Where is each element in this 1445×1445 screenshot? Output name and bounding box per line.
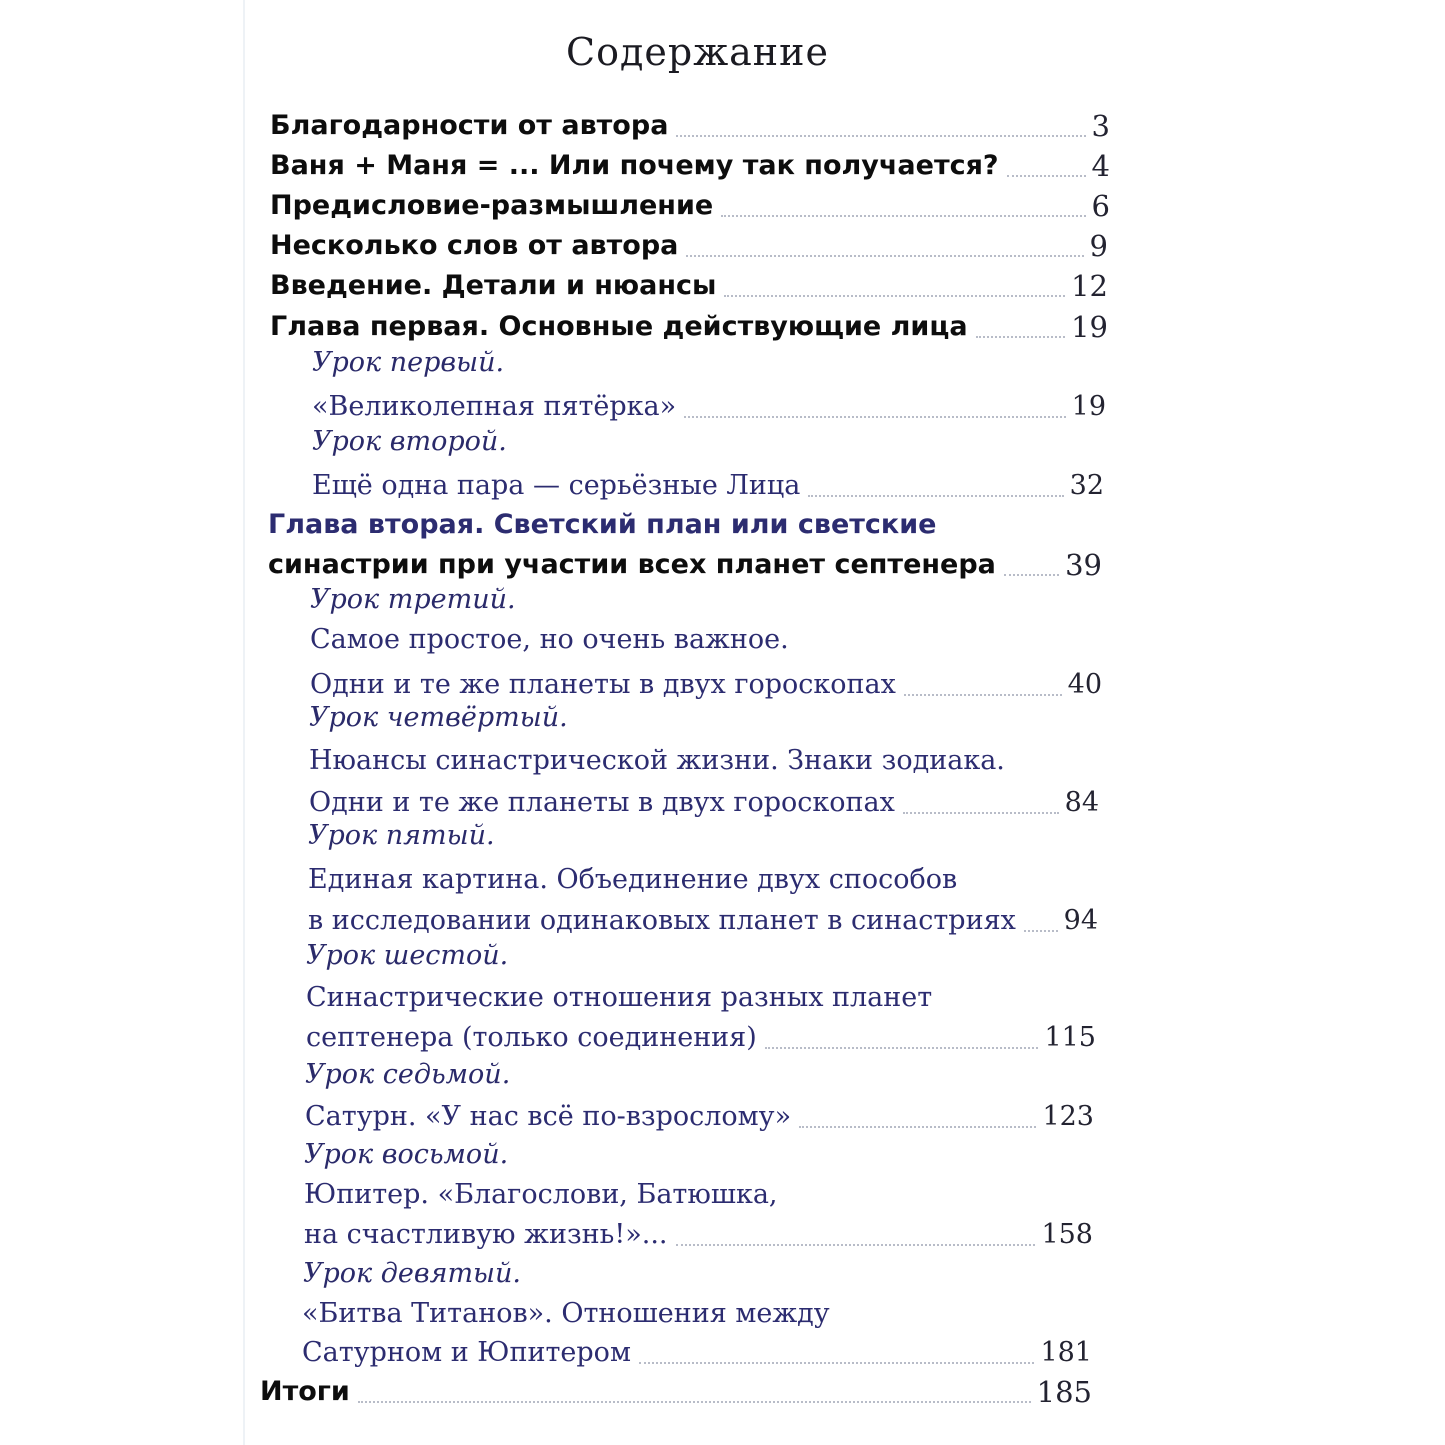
page-number: 6 [1091, 189, 1110, 223]
toc-entry[interactable] [312, 387, 1106, 427]
dot-leader [721, 215, 1085, 217]
entry-title: в исследовании одинаковых планет в синастриях [308, 905, 1016, 936]
lesson-label: Урок шестой. [306, 940, 509, 971]
entry-title: Несколько слов от автора [270, 230, 679, 261]
dot-leader [1007, 175, 1086, 177]
entry-title: Благодарности от автора [270, 110, 669, 141]
entry-title-line: Нюансы синастрической жизни. Знаки зодиака. [309, 745, 1005, 776]
page-number: 84 [1064, 787, 1099, 818]
lesson-label: Урок девятый. [303, 1258, 522, 1289]
entry-title-line: Глава вторая. Светский план или светские [268, 509, 937, 540]
lesson-label: Урок второй. [312, 426, 507, 457]
entry-title: Одни и те же планеты в двух гороскопах [310, 669, 896, 700]
page-title: Содержание [566, 30, 829, 74]
toc-entry[interactable] [270, 307, 1108, 347]
entry-title: Сатурн. «У нас всё по-взрослому» [305, 1101, 792, 1132]
page-number: 115 [1044, 1022, 1096, 1053]
entry-title-line: Юпитер. «Благослови, Батюшка, [304, 1179, 778, 1210]
toc-entry[interactable] [312, 466, 1104, 506]
dot-leader [1024, 930, 1058, 932]
entry-title-line: Единая картина. Объединение двух способов [308, 864, 958, 895]
entry-title-line: Самое простое, но очень важное. [310, 624, 789, 655]
dot-leader [676, 135, 1085, 137]
toc-entry[interactable] [270, 266, 1108, 306]
toc-entry[interactable] [270, 106, 1110, 146]
lesson-label: Урок пятый. [308, 820, 495, 851]
lesson-label: Урок первый. [312, 347, 505, 378]
entry-title-line: Синастрические отношения разных планет [306, 982, 933, 1013]
dot-leader [676, 1244, 1036, 1246]
entry-title: Глава первая. Основные действующие лица [270, 311, 968, 342]
entry-title: «Великолепная пятёрка» [312, 391, 677, 422]
toc-entry[interactable] [306, 1018, 1096, 1058]
entry-title: Ваня + Маня = ... Или почему так получается? [270, 150, 999, 181]
page-number: 32 [1069, 470, 1104, 501]
page-number: 19 [1071, 391, 1106, 422]
entry-title-line: «Битва Титанов». Отношения между [302, 1298, 830, 1329]
entry-title: Одни и те же планеты в двух гороскопах [309, 787, 895, 818]
toc-entry[interactable] [305, 1097, 1094, 1137]
page-number: 3 [1091, 109, 1110, 143]
entry-title: на счастливую жизнь!»... [304, 1219, 668, 1250]
entry-title: Ещё одна пара — серьёзные Лица [312, 470, 801, 501]
page-number: 181 [1040, 1337, 1092, 1368]
entry-title: Предисловие-размышление [270, 190, 714, 221]
entry-title: Итоги [260, 1376, 350, 1407]
lesson-label: Урок четвёртый. [309, 702, 568, 733]
dot-leader [808, 495, 1063, 497]
dot-leader [976, 336, 1066, 338]
page-number: 158 [1041, 1219, 1093, 1250]
page-number: 94 [1063, 905, 1098, 936]
page-number: 9 [1089, 229, 1108, 263]
dot-leader [724, 295, 1065, 297]
dot-leader [765, 1047, 1039, 1049]
page-number: 39 [1065, 548, 1102, 582]
lesson-label: Урок восьмой. [304, 1139, 509, 1170]
toc-entry[interactable] [260, 1372, 1092, 1412]
page-number: 40 [1067, 669, 1102, 700]
toc-entry[interactable] [308, 901, 1098, 941]
entry-title: Сатурном и Юпитером [302, 1337, 631, 1368]
lesson-label: Урок третий. [310, 584, 516, 615]
toc-entry[interactable] [270, 146, 1110, 186]
toc-entry[interactable] [270, 226, 1108, 266]
toc-entry[interactable] [270, 186, 1110, 226]
page-number: 4 [1091, 149, 1110, 183]
page-number: 12 [1071, 269, 1108, 303]
entry-title: синастрии при участии всех планет септенера [268, 549, 996, 580]
lesson-label: Урок седьмой. [305, 1059, 511, 1090]
dot-leader [799, 1126, 1036, 1128]
dot-leader [686, 255, 1083, 257]
toc-entry[interactable] [304, 1215, 1093, 1255]
toc-entry[interactable] [302, 1333, 1092, 1373]
page-number: 185 [1036, 1375, 1092, 1409]
entry-title: Введение. Детали и нюансы [270, 270, 717, 301]
dot-leader [903, 812, 1059, 814]
dot-leader [1004, 574, 1059, 576]
dot-leader [904, 694, 1062, 696]
dot-leader [639, 1362, 1035, 1364]
dot-leader [358, 1401, 1031, 1403]
page-number: 123 [1042, 1101, 1094, 1132]
entry-title: септенера (только соединения) [306, 1022, 757, 1053]
dot-leader [684, 416, 1065, 418]
toc-entry[interactable] [268, 545, 1102, 585]
page-number: 19 [1071, 310, 1108, 344]
